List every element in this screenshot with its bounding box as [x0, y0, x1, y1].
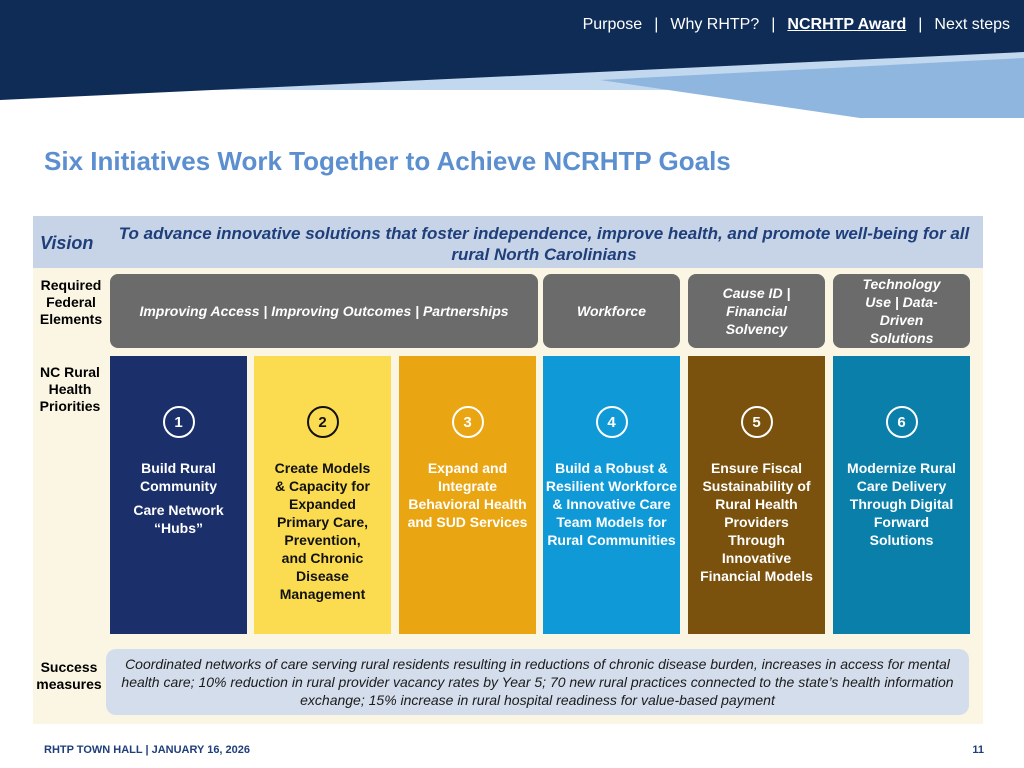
priority-number-badge: 6 [886, 406, 918, 438]
page-number: 11 [972, 744, 984, 756]
success-measures-box: Coordinated networks of care serving rural residents resulting in reductions of chronic disease burden, increases in access for mental health care; 10% reduction in rural provider vacancy rates by Year 5; 70 new rural practices connected to the state’s health information exchange; 15% increase in rural hospital readiness for value-based payment [106, 649, 969, 715]
nav-separator: | [654, 16, 659, 33]
footer-text: RHTP TOWN HALL | JANUARY 16, 2026 [44, 744, 251, 756]
row-label-success: Success measures [36, 659, 102, 692]
priority-text: Expand and Integrate Behavioral Health and SUD Services [407, 460, 528, 530]
federal-element-workforce: Workforce [543, 274, 680, 348]
priority-text: Ensure Fiscal Sustainability of Rural Health Providers Through Innovative Financial Models [700, 460, 813, 584]
nav-separator: | [918, 16, 923, 33]
priority-column-4 [543, 356, 680, 634]
nav-ncrhtp-award[interactable]: NCRHTP Award [787, 16, 907, 33]
nav-purpose[interactable]: Purpose [582, 16, 643, 33]
priority-column-2 [254, 356, 391, 634]
priority-text [114, 459, 243, 537]
priority-number-badge: 4 [596, 406, 628, 438]
priority-number-badge: 2 [307, 406, 339, 438]
row-label-federal: Required Federal Elements [39, 277, 103, 327]
priority-column-1 [110, 356, 247, 634]
priority-text: Build a Robust & Resilient Workforce & Innovative Care Team Models for Rural Communities [545, 460, 678, 548]
priority-column-5 [688, 356, 825, 634]
priority-text: Modernize Rural Care Delivery Through Digital Forward Solutions [847, 460, 956, 548]
priority-text: Create Models & Capacity for Expanded Primary Care, Prevention, and Chronic Disease Management [274, 460, 371, 602]
federal-element-access-outcomes-partnerships: Improving Access | Improving Outcomes | Partnerships [110, 274, 538, 348]
vision-statement: To advance innovative solutions that foster independence, improve health, and promote well-being for all rural North Carolinians [118, 224, 970, 264]
nav-separator: | [771, 16, 776, 33]
row-label-priorities: NC Rural Health Priorities [39, 364, 101, 414]
top-navigation [583, 16, 1010, 34]
vision-label: Vision [40, 233, 94, 253]
priority-text-line: Build Rural Community [140, 460, 217, 494]
nav-why-rhtp[interactable]: Why RHTP? [670, 16, 760, 33]
priority-number-badge: 1 [163, 406, 195, 438]
federal-element-technology: Technology Use | Data-Driven Solutions [833, 274, 970, 348]
page-title: Six Initiatives Work Together to Achieve NCRHTP Goals [44, 146, 731, 176]
priority-number-badge: 3 [452, 406, 484, 438]
priority-column-3 [399, 356, 536, 634]
federal-element-cause-id: Cause ID | Financial Solvency [688, 274, 825, 348]
priority-text-line: Care Network “Hubs” [133, 502, 224, 536]
priority-number-badge: 5 [741, 406, 773, 438]
priority-column-6 [833, 356, 970, 634]
nav-next-steps[interactable]: Next steps [934, 16, 1010, 33]
